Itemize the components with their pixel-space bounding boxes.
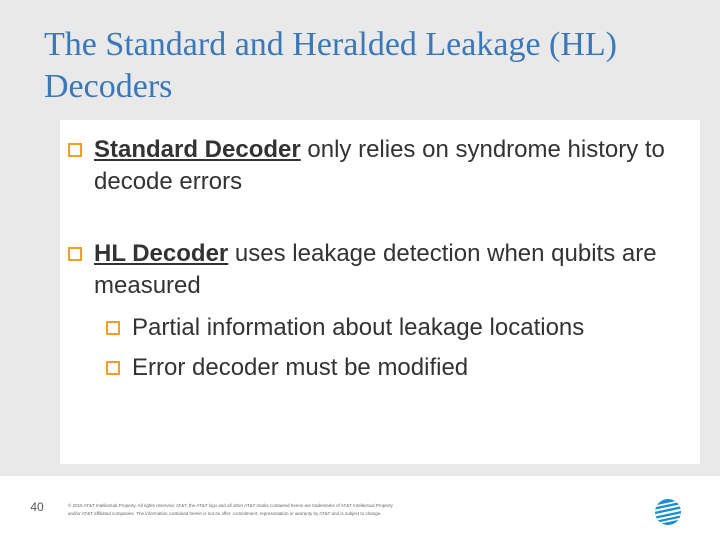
legal-line-2: and/or AT&T affiliated companies. The information contained herein is not an offer, commitment, representation or warranty by AT&T and is subject to change.: [68, 511, 382, 516]
legal-notice: [68, 502, 508, 518]
square-bullet-icon: [106, 321, 120, 335]
legal-line-1: © 2015 AT&T Intellectual Property. All rights reserved. AT&T, the AT&T logo and all other AT&T marks contained herein are trademarks of AT&T Intellectual Property: [68, 503, 393, 508]
sub-bullet-partial-information: [106, 312, 696, 344]
bullet-standard-decoder: [68, 134, 688, 198]
sub-bullet-text: Partial information about leakage locations: [132, 314, 585, 341]
square-bullet-icon: [68, 143, 82, 157]
bullet-rest: only relies on syndrome history to decode errors: [94, 136, 665, 195]
bullet-strong-term: Standard Decoder: [94, 136, 301, 163]
bullet-strong-term: HL Decoder: [94, 240, 229, 267]
page-number: 40: [30, 500, 44, 514]
att-globe-logo-icon: [654, 498, 682, 526]
square-bullet-icon: [68, 247, 82, 261]
sub-bullet-error-decoder: [106, 352, 696, 384]
sub-bullet-text: Error decoder must be modified: [132, 354, 469, 381]
square-bullet-icon: [106, 361, 120, 375]
bullet-text: [94, 238, 688, 302]
bullet-hl-decoder: [68, 238, 688, 302]
content-panel: [60, 120, 700, 464]
bullet-text: [94, 134, 688, 198]
bullet-rest: uses leakage detection when qubits are measured: [94, 240, 657, 299]
slide-title: The Standard and Heralded Leakage (HL) Decoders: [44, 26, 618, 105]
